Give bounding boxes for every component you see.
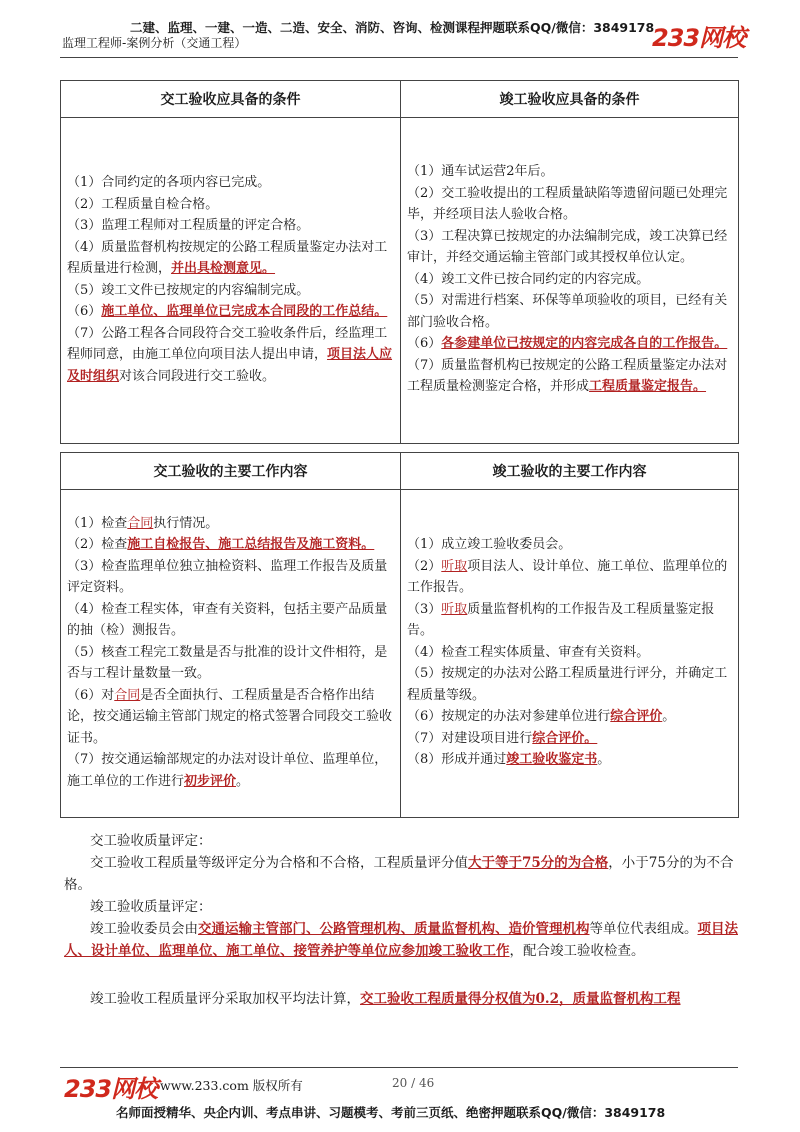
list-item: （1）通车试运营2年后。	[407, 164, 554, 180]
acceptance-work-table	[60, 452, 739, 818]
highlight-text: 并出具检测意见。	[171, 261, 276, 276]
list-item: （3）工程决算已按规定的办法编制完成，竣工决算已经审计，并经交通运输主管部门或其授权单位认定。	[407, 228, 728, 266]
list-item: （4）竣工文件已按合同约定的内容完成。	[407, 271, 650, 287]
list-item: （2）检查施工自检报告、施工总结报告及施工资料。	[67, 537, 375, 553]
footer-divider	[60, 1067, 738, 1068]
list-item: （5）对需进行档案、环保等单项验收的项目，已经有关部门验收合格。	[407, 293, 728, 330]
highlight-text: 大于等于75分的为合格	[468, 855, 609, 871]
brand-logo[interactable]: 233网校	[652, 24, 746, 52]
list-item: （7）质量监督机构已按规定的公路工程质量鉴定办法对工程质量检测鉴定合格，并形成工程质量鉴定报告。	[407, 357, 728, 395]
highlight-text: 项目法人应及时组织	[67, 347, 393, 384]
list-item: （1）检查合同执行情况。	[67, 515, 219, 531]
list-item: （6）施工单位、监理单位已完成本合同段的工作总结。	[67, 304, 388, 319]
highlight-text: 质量监督机构工程	[572, 991, 681, 1007]
list-item: （6）按规定的办法对参建单位进行综合评价。	[407, 709, 676, 725]
table2-col2-header: 竣工验收的主要工作内容	[401, 453, 739, 490]
handover-work-cell	[61, 490, 401, 818]
list-item: （2）听取项目法人、设计单位、施工单位、监理单位的工作报告。	[407, 558, 728, 596]
table1-col2-header: 竣工验收应具备的条件	[401, 81, 739, 118]
list-item: （5）竣工文件已按规定的内容编制完成。	[67, 282, 310, 298]
copyright-text: www.233.com 版权所有	[160, 1078, 303, 1093]
list-item: （4）检查工程实体质量、审查有关资料。	[407, 644, 650, 660]
paragraph: 竣工验收委员会由交通运输主管部门、公路管理机构、质量监督机构、造价管理机构等单位代表组成。项目法人、设计单位、监理单位、施工单位、接管养护等单位应参加竣工验收工作，配合竣工验收检查。	[64, 921, 738, 959]
footer-contact-line: 名师面授精华、央企内训、考点串讲、习题模考、考前三页纸、绝密押题联系QQ/微信：3849178	[116, 1105, 666, 1120]
highlight-text: 初步评价	[184, 773, 237, 789]
list-item: （7）公路工程各合同段符合交工验收条件后，经监理工程师同意，由施工单位向项目法人提出申请，项目法人应及时组织对该合同段进行交工验收。	[67, 325, 393, 384]
highlight-text: 竣工验收鉴定书	[506, 752, 598, 768]
completion-work-cell	[401, 490, 739, 818]
list-item: （7）对建设项目进行综合评价。	[407, 730, 598, 746]
table2-col1-header: 交工验收的主要工作内容	[61, 453, 401, 490]
list-item: （4）检查工程实体，审查有关资料，包括主要产品质量的抽（检）测报告。	[67, 601, 388, 639]
highlight-text: 合同	[127, 515, 154, 531]
highlight-text: 综合评价。	[532, 730, 598, 746]
highlight-text: 综合评价	[610, 709, 663, 725]
highlight-text: 施工自检报告、施工总结报告及施工资料。	[127, 537, 375, 553]
footer-logo[interactable]: 233网校	[64, 1075, 158, 1103]
paragraph: 竣工验收工程质量评分采取加权平均法计算，交工验收工程质量得分权值为0.2，质量监督机构工程	[90, 991, 681, 1007]
list-item: （6）对合同是否全面执行、工程质量是否合格作出结论，按交通运输主管部门规定的格式签署合同段交工验收证书。	[67, 687, 393, 746]
list-item: （1）成立竣工验收委员会。	[407, 537, 572, 553]
list-item: （6）各参建单位已按规定的内容完成各自的工作报告。	[407, 336, 728, 352]
highlight-text: 施工单位、监理单位已完成本合同段的工作总结。	[101, 304, 388, 319]
highlight-text: 合同	[114, 687, 141, 703]
paragraph: 交工验收工程质量等级评定分为合格和不合格，工程质量评分值大于等于75分的为合格，小于75分的为不合格。	[64, 855, 734, 893]
highlight-text: 听取	[441, 601, 468, 617]
highlight-text: 工程质量鉴定报告。	[589, 379, 707, 395]
list-item: （8）形成并通过竣工验收鉴定书。	[407, 752, 611, 768]
highlight-text: 各参建单位已按规定的内容完成各自的工作报告。	[441, 336, 728, 352]
list-item: （2）工程质量自检合格。	[67, 196, 219, 212]
document-subtitle: 监理工程师-案例分析（交通工程）	[62, 36, 247, 50]
list-item: （3）检查监理单位独立抽检资料、监理工作报告及质量评定资料。	[67, 558, 388, 596]
highlight-text: 听取	[441, 558, 468, 574]
page-number: 20 / 46	[392, 1076, 435, 1090]
list-item: （1）合同约定的各项内容已完成。	[67, 175, 271, 190]
list-item: （2）交工验收提出的工程质量缺陷等遗留问题已处理完毕，并经项目法人验收合格。	[407, 185, 728, 223]
list-item: （7）按交通运输部规定的办法对设计单位、监理单位，施工单位的工作进行初步评价。	[67, 752, 388, 789]
section-heading-handover-quality: 交工验收质量评定：	[90, 833, 212, 849]
header-contact-line: 二建、监理、一建、一造、二造、安全、消防、咨询、检测课程押题联系QQ/微信：3849178	[130, 20, 655, 35]
list-item: （5）核查工程完工数量是否与批准的设计文件相符，是否与工程计量数量一致。	[67, 644, 388, 682]
header-divider	[60, 57, 738, 58]
highlight-text: 项目法人、设计单位、监理单位、施工单位、接管养护等单位应参加竣工验收工作	[64, 921, 738, 959]
list-item: （5）按规定的办法对公路工程质量进行评分，并确定工程质量等级。	[407, 666, 728, 703]
highlight-text: 交工验收工程质量得分权值	[360, 991, 522, 1007]
table1-col1-header: 交工验收应具备的条件	[61, 81, 401, 118]
list-item: （3）听取质量监督机构的工作报告及工程质量鉴定报告。	[407, 601, 715, 639]
highlight-text: 为0.2，	[522, 991, 573, 1007]
list-item: （4）质量监督机构按规定的公路工程质量鉴定办法对工程质量进行检测，并出具检测意见。	[67, 239, 388, 276]
highlight-text: 交通运输主管部门、公路管理机构、质量监督机构、造价管理机构	[198, 921, 590, 937]
section-heading-completion-quality: 竣工验收质量评定：	[90, 899, 212, 915]
list-item: （3）监理工程师对工程质量的评定合格。	[67, 218, 310, 233]
completion-conditions-cell	[401, 118, 739, 444]
acceptance-conditions-table	[60, 80, 739, 444]
handover-conditions-cell	[61, 118, 401, 444]
